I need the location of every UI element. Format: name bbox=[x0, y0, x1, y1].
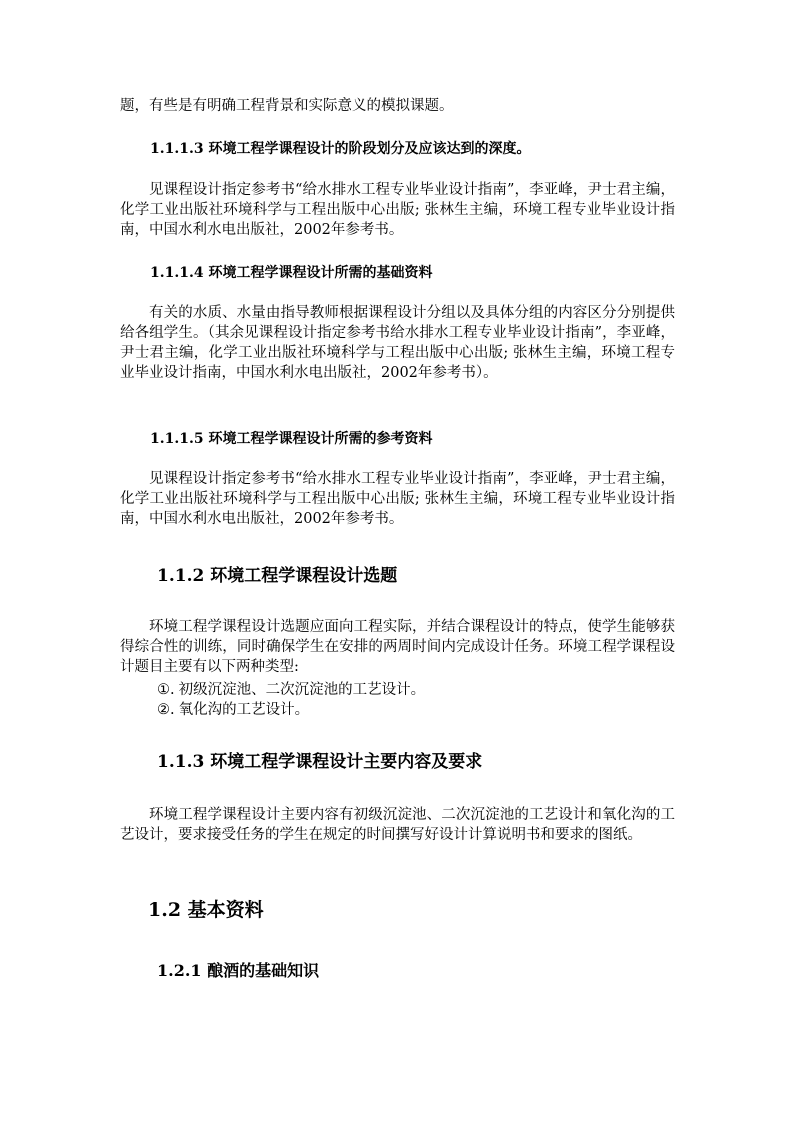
heading-1-1-1-4: 1.1.1.4 环境工程学课程设计所需的基础资料 bbox=[150, 265, 433, 281]
paragraph-main-content: 环境工程学课程设计主要内容有初级沉淀池、二次沉淀池的工艺设计和氧化沟的工艺设计，要求接受任务的学生在规定的时间撰写好设计计算说明书和要求的图纸。 bbox=[120, 807, 675, 843]
paragraph-reference-2: 见课程设计指定参考书“给水排水工程专业毕业设计指南”，李亚峰，尹士君主编，化学工业出版社环境科学与工程出版中心出版; 张林生主编，环境工程专业毕业设计指南，中国水利水电出版社，2002年参考书。 bbox=[120, 471, 675, 527]
heading-1-1-2: 1.1.2 环境工程学课程设计选题 bbox=[157, 566, 398, 586]
list-item bbox=[120, 700, 675, 720]
list-item-text: 氧化沟的工艺设计。 bbox=[178, 702, 310, 718]
list-item-text: 初级沉淀池、二次沉淀池的工艺设计。 bbox=[178, 682, 426, 698]
heading-1-2: 1.2 基本资料 bbox=[148, 899, 264, 921]
paragraph-basic-materials: 有关的水质、水量由指导教师根据课程设计分组以及具体分组的内容区分分别提供给各组学生。（其余见课程设计指定参考书给水排水工程专业毕业设计指南”，李亚峰，尹士君主编，化学工业出版社环境科学与工程出版中心出版; 张林生主编，环境工程专业毕业设计指南，中国水利水电出版社，2002年参考书）。 bbox=[120, 305, 675, 381]
paragraph-reference-1: 见课程设计指定参考书“给水排水工程专业毕业设计指南”，李亚峰，尹士君主编，化学工业出版社环境科学与工程出版中心出版; 张林生主编，环境工程专业毕业设计指南，中国水利水电出版社，2002年参考书。 bbox=[120, 182, 675, 238]
heading-1-1-1-5: 1.1.1.5 环境工程学课程设计所需的参考资料 bbox=[150, 431, 433, 447]
paragraph-topic-selection: 环境工程学课程设计选题应面向工程实际，并结合课程设计的特点，使学生能够获得综合性的训练，同时确保学生在安排的两周时间内完成设计任务。环境工程学课程设计题目主要有以下两种类型: bbox=[120, 619, 675, 675]
list-item-number: ②. bbox=[157, 702, 175, 718]
topic-type-list bbox=[120, 680, 675, 720]
heading-1-2-1: 1.2.1 酿酒的基础知识 bbox=[157, 961, 320, 980]
heading-1-1-3: 1.1.3 环境工程学课程设计主要内容及要求 bbox=[157, 752, 483, 772]
paragraph-continuation: 题，有些是有明确工程背景和实际意义的模拟课题。 bbox=[120, 98, 454, 114]
list-item-number: ①. bbox=[157, 682, 175, 698]
list-item bbox=[120, 680, 675, 700]
heading-1-1-1-3: 1.1.1.3 环境工程学课程设计的阶段划分及应该达到的深度。 bbox=[150, 141, 531, 157]
